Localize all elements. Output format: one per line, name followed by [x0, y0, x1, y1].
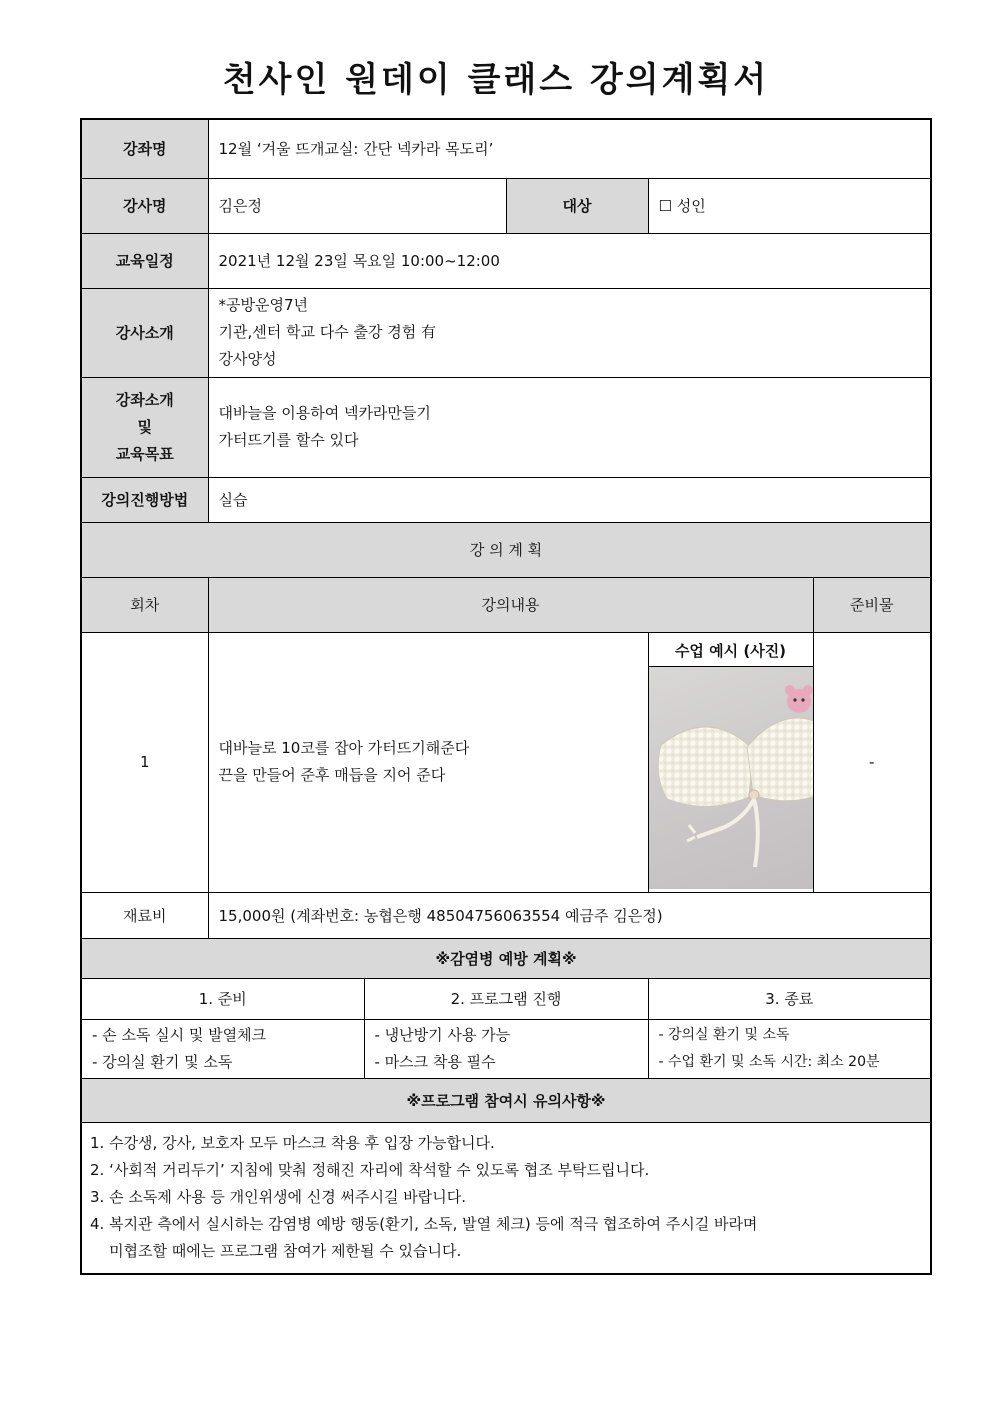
- goal-row: [81, 377, 931, 477]
- session-materials: -: [813, 632, 931, 892]
- intro-label: 강사소개: [81, 288, 208, 377]
- list-item: - 냉난방기 사용 가능: [374, 1025, 511, 1044]
- prevention-header-row: [81, 978, 931, 1019]
- schedule-row: [81, 233, 931, 288]
- list-item: - 강의실 환기 및 소독: [658, 1026, 790, 1043]
- instructor-value: 김은정: [208, 178, 506, 233]
- intro-line: 기관,센터 학교 다수 출강 경험 有: [218, 323, 436, 341]
- plan-header-row: [81, 577, 931, 632]
- col-session: 회차: [81, 577, 208, 632]
- goal-line: 가터뜨기를 할수 있다: [218, 431, 359, 449]
- notes-list: [81, 1122, 931, 1274]
- course-name-row: [81, 119, 931, 178]
- plan-section-row: [81, 522, 931, 577]
- content-line: 끈을 만들어 준후 매듭을 지어 준다: [218, 766, 446, 784]
- session-row: [81, 632, 931, 892]
- method-value: 실습: [208, 477, 931, 522]
- page-title: 천사인 원데이 클래스 강의계획서: [222, 60, 770, 100]
- prevention-items-progress: [364, 1019, 648, 1078]
- prevention-section-row: [81, 938, 931, 978]
- prevention-section-title: ※감염병 예방 계획※: [81, 938, 931, 978]
- goal-value: [208, 377, 931, 477]
- plan-section-title: 강 의 계 획: [81, 522, 931, 577]
- course-name-label: 강좌명: [81, 119, 208, 178]
- target-value: [648, 178, 931, 233]
- prevention-header-progress: 2. 프로그램 진행: [364, 978, 648, 1019]
- checkbox-icon: ☐: [658, 197, 672, 215]
- list-item: 4. 복지관 측에서 실시하는 감염병 예방 행동(환기, 소독, 발열 체크) 등에 적극 협조하여 주시길 바라며: [90, 1215, 758, 1234]
- goal-line: 대바늘을 이용하여 넥카라만들기: [218, 404, 431, 422]
- prevention-header-end: 3. 종료: [648, 978, 931, 1019]
- lecture-plan-table: [80, 118, 932, 1275]
- goal-label: 강좌소개 및 교육목표: [81, 377, 208, 477]
- target-label: 대상: [506, 178, 648, 233]
- method-label: 강의진행방법: [81, 477, 208, 522]
- list-item: - 마스크 착용 필수: [374, 1052, 496, 1071]
- notes-section-title: ※프로그램 참여시 유의사항※: [81, 1078, 931, 1122]
- session-content: [208, 632, 648, 892]
- instructor-label: 강사명: [81, 178, 208, 233]
- list-item: 1. 수강생, 강사, 보호자 모두 마스크 착용 후 입장 가능합니다.: [90, 1134, 495, 1153]
- fee-label: 재료비: [81, 892, 208, 938]
- knitted-collar-photo: [649, 667, 813, 889]
- prevention-items-prepare: [81, 1019, 364, 1078]
- list-item: 미협조할 때에는 프로그램 참여가 제한될 수 있습니다.: [90, 1242, 462, 1261]
- intro-line: *공방운영7년: [218, 296, 308, 314]
- photo-label: 수업 예시 (사진): [649, 636, 813, 667]
- list-item: - 손 소독 실시 및 발열체크: [92, 1025, 267, 1044]
- course-name-value: 12월 ‘겨울 뜨개교실: 간단 넥카라 목도리’: [208, 119, 931, 178]
- col-content: 강의내용: [208, 577, 813, 632]
- col-materials: 준비물: [813, 577, 931, 632]
- instructor-row: [81, 178, 931, 233]
- schedule-value: 2021년 12월 23일 목요일 10:00~12:00: [208, 233, 931, 288]
- intro-line: 강사양성: [218, 350, 277, 368]
- target-text: 성인: [676, 197, 706, 215]
- prevention-header-prepare: 1. 준비: [81, 978, 364, 1019]
- content-line: 대바늘로 10코를 잡아 가터뜨기해준다: [218, 739, 470, 757]
- list-item: - 강의실 환기 및 소독: [92, 1052, 233, 1071]
- photo-cell: [648, 632, 813, 892]
- session-number: 1: [81, 632, 208, 892]
- intro-value: [208, 288, 931, 377]
- prevention-items-row: [81, 1019, 931, 1078]
- list-item: - 수업 환기 및 소독 시간: 최소 20분: [658, 1053, 880, 1070]
- schedule-label: 교육일정: [81, 233, 208, 288]
- method-row: [81, 477, 931, 522]
- fee-value: 15,000원 (계좌번호: 농협은행 48504756063554 예금주 김은정): [208, 892, 931, 938]
- notes-section-row: [81, 1078, 931, 1122]
- list-item: 2. ‘사회적 거리두기’ 지침에 맞춰 정해진 자리에 착석할 수 있도록 협조 부탁드립니다.: [90, 1161, 650, 1180]
- list-item: 3. 손 소독제 사용 등 개인위생에 신경 써주시길 바랍니다.: [90, 1188, 467, 1207]
- fee-row: [81, 892, 931, 938]
- prevention-items-end: [648, 1019, 931, 1078]
- intro-row: [81, 288, 931, 377]
- notes-row: [81, 1122, 931, 1274]
